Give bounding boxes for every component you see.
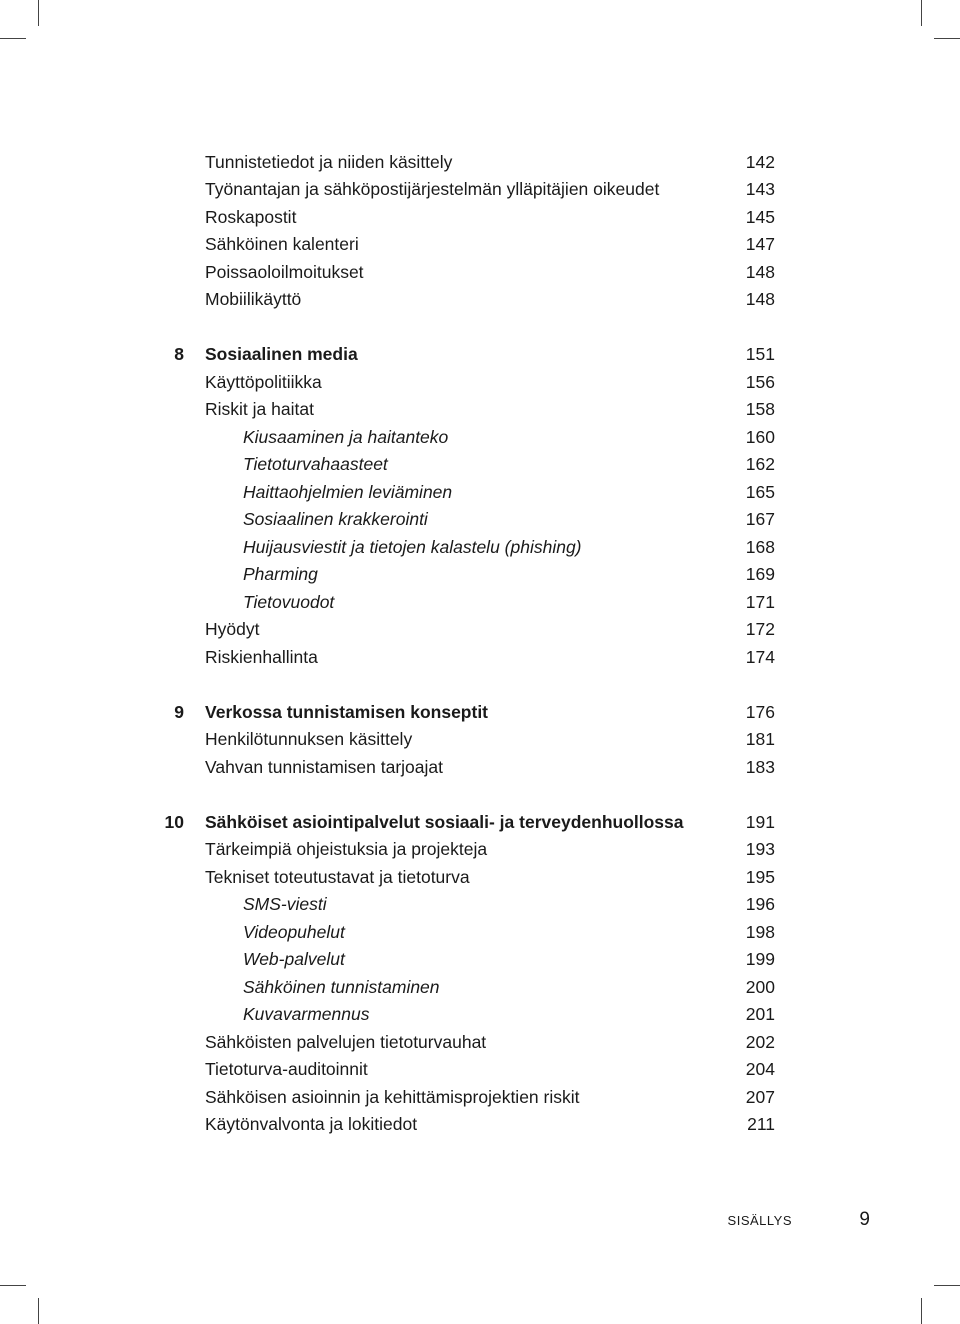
toc-page-number: 172 (745, 619, 775, 639)
toc-page-number: 196 (745, 894, 775, 914)
toc-entry-row (0, 287, 960, 311)
toc-subentry-row (0, 452, 960, 476)
crop-mark-right-top (934, 38, 960, 39)
toc-entry-row (0, 1085, 960, 1109)
toc-subentry-row (0, 535, 960, 559)
toc-title: Tietoturva-auditoinnit (205, 1059, 368, 1079)
toc-page-number: 162 (745, 454, 775, 474)
toc-entry-row (0, 260, 960, 284)
toc-title: Mobiilikäyttö (205, 289, 302, 309)
toc-title: Videopuhelut (243, 921, 345, 942)
toc-page-number: 148 (745, 261, 775, 282)
crop-mark-left-top (0, 38, 26, 39)
toc-page-number: 202 (745, 1031, 775, 1052)
toc-title: Työnantajan ja sähköpostijärjestelmän ylläpitäjien oikeudet (205, 179, 660, 199)
toc-title: Sosiaalinen media (205, 344, 358, 364)
toc-title: Sähköisten palvelujen tietoturvauhat (205, 1031, 487, 1052)
toc-subentry-row (0, 562, 960, 586)
toc-page-number: 156 (745, 371, 775, 392)
toc-page-number: 207 (745, 1086, 775, 1107)
toc-page-number: 199 (745, 949, 775, 969)
crop-mark-bottom-left (38, 1298, 39, 1324)
toc-chapter-row (0, 700, 960, 724)
toc-entry-row (0, 232, 960, 256)
crop-mark-top-left (38, 0, 39, 26)
toc-entry-row (0, 755, 960, 779)
toc-title: Tärkeimpiä ohjeistuksia ja projekteja (205, 839, 488, 859)
toc-title: Kiusaaminen ja haitanteko (243, 426, 449, 447)
toc-page-number: 169 (745, 564, 775, 584)
toc-page-number: 168 (745, 536, 775, 557)
toc-title: Sähköinen tunnistaminen (243, 976, 440, 997)
toc-entry-row (0, 150, 960, 174)
toc-title: Sähköiset asiointipalvelut sosiaali- ja terveydenhuollossa (205, 811, 684, 832)
toc-entry-row (0, 1112, 960, 1136)
toc-entry-row (0, 645, 960, 669)
toc-subentry-row (0, 947, 960, 971)
toc-title: Sähköisen asioinnin ja kehittämisprojektien riskit (205, 1086, 580, 1107)
crop-mark-top-right (921, 0, 922, 26)
toc-page-number: 200 (745, 976, 775, 997)
toc-title: Pharming (243, 564, 318, 584)
toc-title: Kuvavarmennus (243, 1004, 370, 1024)
toc-subentry-row (0, 425, 960, 449)
toc-page-number: 204 (745, 1059, 775, 1079)
crop-mark-right-bottom (934, 1285, 960, 1286)
toc-title: Haittaohjelmien leviäminen (243, 481, 453, 502)
toc-page-number: 167 (745, 509, 775, 529)
toc-page-number: 143 (745, 179, 775, 199)
toc-title: Sosiaalinen krakkerointi (243, 509, 428, 529)
chapter-number: 10 (164, 811, 184, 832)
chapter-number: 8 (174, 344, 184, 364)
toc-entry-row (0, 370, 960, 394)
toc-page-number: 211 (747, 1114, 775, 1134)
toc-page-number: 142 (745, 151, 775, 172)
toc-entry-row (0, 1057, 960, 1081)
toc-title: Roskapostit (205, 206, 297, 227)
toc-page-number: 147 (745, 234, 775, 254)
toc-title: Tunnistetiedot ja niiden käsittely (205, 151, 453, 172)
toc-entry-row (0, 177, 960, 201)
toc-page-number: 195 (745, 866, 775, 887)
toc-title: Sähköinen kalenteri (205, 234, 359, 254)
toc-subentry-row (0, 480, 960, 504)
toc-title: Tietovuodot (243, 591, 335, 612)
toc-title: Käytönvalvonta ja lokitiedot (205, 1114, 418, 1134)
toc-page-number: 174 (745, 646, 775, 667)
toc-page-number: 191 (745, 811, 775, 832)
crop-mark-left-bottom (0, 1285, 26, 1286)
toc-subentry-row (0, 590, 960, 614)
toc-page-number: 183 (745, 756, 775, 777)
toc-page-number: 171 (745, 591, 775, 612)
toc-entry-row (0, 837, 960, 861)
toc-page-number: 158 (745, 399, 775, 419)
toc-title: Tekniset toteutustavat ja tietoturva (205, 866, 470, 887)
toc-title: Poissaoloilmoitukset (205, 261, 364, 282)
toc-title: Hyödyt (205, 619, 260, 639)
toc-title: Web-palvelut (243, 949, 345, 969)
footer-page-number: 9 (859, 1209, 870, 1230)
toc-chapter-row (0, 810, 960, 834)
toc-subentry-row (0, 920, 960, 944)
toc-title: Verkossa tunnistamisen konseptit (205, 701, 489, 722)
toc-page-number: 193 (745, 839, 775, 859)
toc-page-number: 151 (745, 344, 775, 364)
toc-entry-row (0, 1030, 960, 1054)
toc-subentry-row (0, 507, 960, 531)
toc-subentry-row (0, 892, 960, 916)
toc-title: Vahvan tunnistamisen tarjoajat (205, 756, 444, 777)
toc-entry-row (0, 727, 960, 751)
toc-chapter-row (0, 342, 960, 366)
toc-page-number: 148 (745, 289, 775, 309)
footer-section-label: SISÄLLYS (727, 1213, 792, 1228)
toc-title: SMS-viesti (243, 894, 327, 914)
toc-title: Riskienhallinta (205, 646, 318, 667)
toc-title: Riskit ja haitat (205, 399, 314, 419)
toc-page-number: 145 (745, 206, 775, 227)
toc-title: Huijausviestit ja tietojen kalastelu (phishing) (243, 536, 582, 557)
toc-title: Käyttöpolitiikka (205, 371, 322, 392)
chapter-number: 9 (174, 701, 184, 722)
toc-entry-row (0, 617, 960, 641)
toc-subentry-row (0, 975, 960, 999)
toc-page-number: 160 (745, 426, 775, 447)
toc-entry-row (0, 397, 960, 421)
toc-entry-row (0, 205, 960, 229)
toc-subentry-row (0, 1002, 960, 1026)
toc-page-number: 181 (745, 729, 775, 749)
toc-page-number: 165 (745, 481, 775, 502)
toc-title: Tietoturvahaasteet (243, 454, 388, 474)
crop-mark-bottom-right (921, 1298, 922, 1324)
toc-page-number: 201 (745, 1004, 775, 1024)
toc-page-number: 198 (745, 921, 775, 942)
toc-page-number: 176 (745, 701, 775, 722)
toc-title: Henkilötunnuksen käsittely (205, 729, 413, 749)
toc-entry-row (0, 865, 960, 889)
